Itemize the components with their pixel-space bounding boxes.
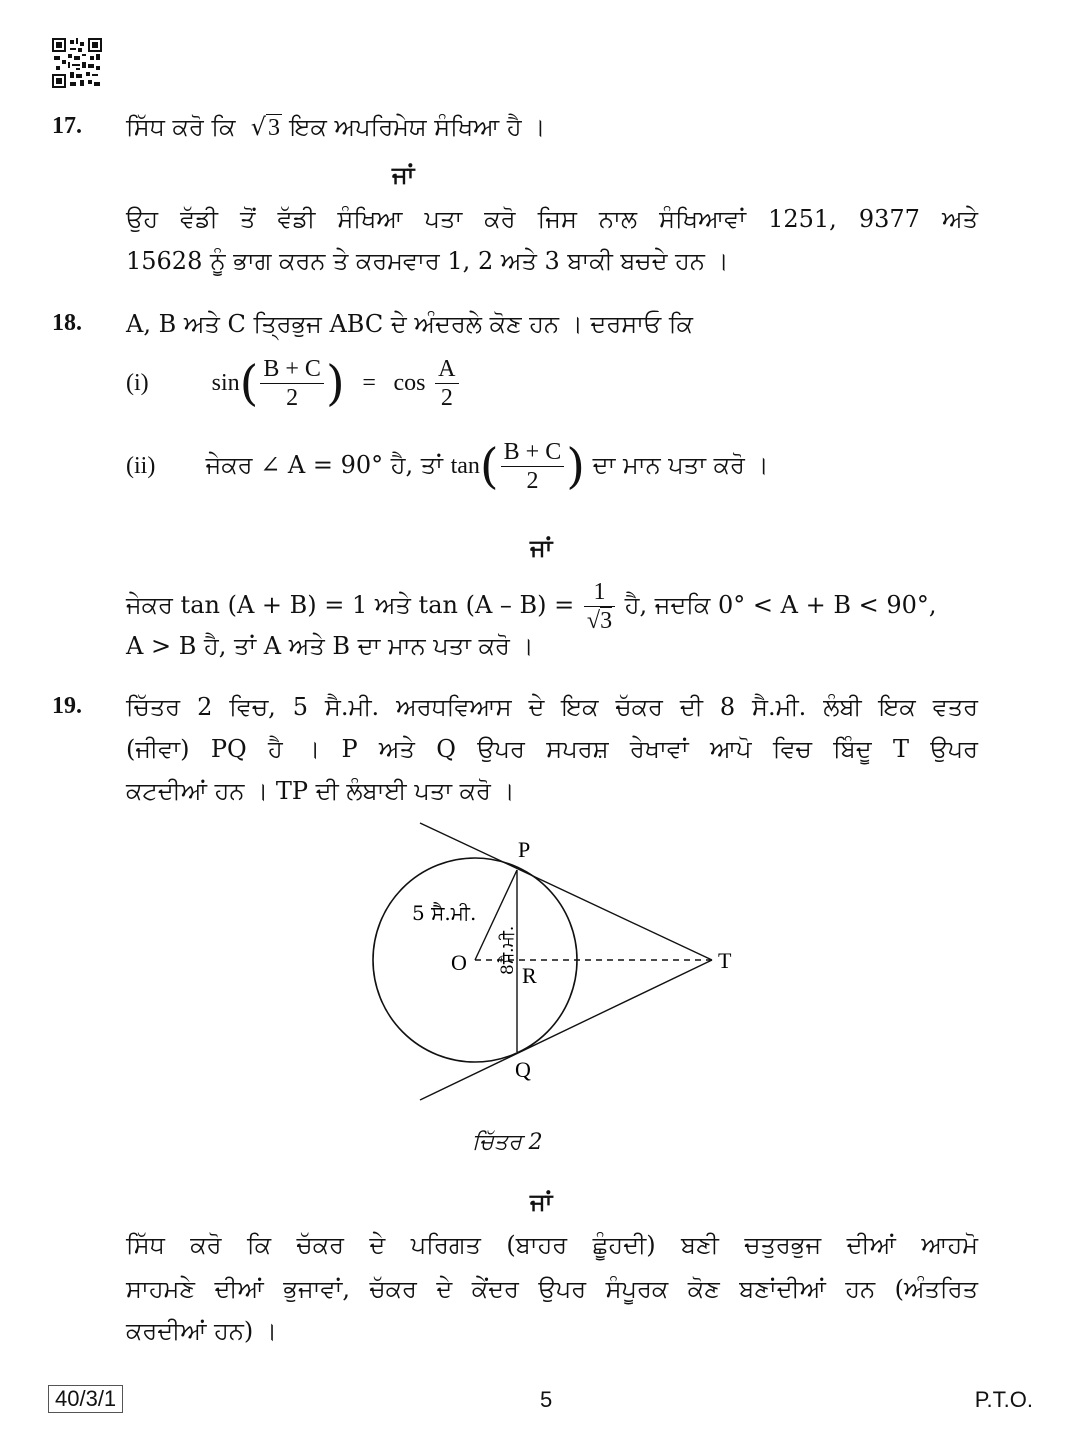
fraction-b-plus-c-over-2 — [260, 355, 324, 412]
q17-alt-line-1: ਉਹ ਵੱਡੀ ਤੋਂ ਵੱਡੀ ਸੰਖਿਆ ਪਤਾ ਕਰੋ ਜਿਸ ਨਾਲ ਸੰਖਿਆਵਾਂ 1251, 9377 ਅਤੇ — [126, 205, 978, 233]
or-divider-18: ਜਾਂ — [530, 533, 553, 562]
q18-part-i — [126, 355, 461, 412]
label-o: O — [451, 950, 467, 975]
fraction-denominator: 2 — [286, 385, 299, 411]
q17-statement — [126, 113, 545, 142]
figure-circle-tangents — [360, 815, 760, 1115]
q19-alt-line-2: ਸਾਹਮਣੇ ਦੀਆਂ ਭੁਜਾਵਾਂ, ਚੱਕਰ ਦੇ ਕੇਂਦਰ ਉਪਰ ਸੰਪੂਰਕ ਕੋਣ ਬਣਾਂਦੀਆਂ ਹਨ (ਅੰਤਰਿਤ — [126, 1275, 978, 1303]
q17-text-a: ਸਿੱਧ ਕਰੋ ਕਿ — [126, 113, 236, 141]
right-paren: ) — [566, 438, 585, 495]
q17-alt-line-2: 15628 ਨੂੰ ਭਾਗ ਕਰਨ ਤੇ ਕਰਮਵਾਰ 1, 2 ਅਤੇ 3 ਬਾਕੀ ਬਚਦੇ ਹਨ । — [126, 247, 729, 275]
right-paren: ) — [325, 355, 345, 412]
tangent-line-q — [420, 960, 712, 1100]
alt-denominator: √3 — [586, 608, 613, 634]
q18-intro: A, B ਅਤੇ C ਤ੍ਰਿਭੁਜ ABC ਦੇ ਅੰਦਰਲੇ ਕੋਣ ਹਨ । ਦਰਸਾਓ ਕਿ — [126, 310, 693, 338]
q19-alt-line-3: ਕਰਦੀਆਂ ਹਨ) । — [126, 1317, 278, 1345]
fraction-numerator: B + C — [501, 438, 565, 467]
label-t: T — [718, 948, 732, 973]
tangent-line-p — [420, 823, 712, 960]
alt-numerator: 1 — [584, 578, 615, 607]
part-ii-label: (ii) — [126, 453, 156, 479]
alt-text-a: ਜੇਕਰ tan (A + B) = 1 ਅਤੇ tan (A – B) = — [126, 591, 575, 619]
q19-line-2: (ਜੀਵਾ) PQ ਹੈ । P ਅਤੇ Q ਉਪਰ ਸਪਰਸ਼ ਰੇਖਾਵਾਂ ਆਪੋ ਵਿਚ ਬਿੰਦੂ T ਉਪਰ — [126, 735, 978, 763]
q18-alt-line-1 — [126, 578, 937, 635]
cos-numerator: A — [435, 355, 458, 384]
question-number-18: 18. — [52, 310, 82, 336]
figure-caption: ਚਿੱਤਰ 2 — [472, 1130, 543, 1155]
part-i-label: (i) — [126, 370, 149, 396]
cos-denominator: 2 — [440, 385, 453, 411]
question-number-17: 17. — [52, 113, 82, 139]
fraction-numerator: B + C — [260, 355, 324, 384]
fraction-1-over-root-3 — [584, 578, 615, 635]
page-number: 5 — [540, 1387, 553, 1412]
equals-sign: = — [362, 370, 376, 396]
sin-function: sin — [211, 370, 240, 396]
fraction-b-plus-c-over-2 — [501, 438, 565, 495]
part-ii-text-a: ਜੇਕਰ ∠ A = 90° ਹੈ, ਤਾਂ — [205, 451, 443, 479]
part-ii-text-b: ਦਾ ਮਾਨ ਪਤਾ ਕਰੋ । — [592, 451, 769, 479]
label-r: R — [522, 963, 537, 988]
label-p: P — [518, 837, 531, 862]
qr-code-icon — [52, 38, 102, 88]
q19-line-3: ਕਟਦੀਆਂ ਹਨ । TP ਦੀ ਲੰਬਾਈ ਪਤਾ ਕਰੋ । — [126, 777, 515, 805]
q17-text-b: ਇਕ ਅਪਰਿਮੇਯ ਸੰਖਿਆ ਹੈ । — [289, 113, 546, 141]
sqrt-expression: √3 — [243, 113, 280, 141]
q18-part-ii — [126, 438, 769, 495]
or-divider-19: ਜਾਂ — [530, 1187, 553, 1216]
q19-line-1: ਚਿੱਤਰ 2 ਵਿਚ, 5 ਸੈ.ਮੀ. ਅਰਧਵਿਆਸ ਦੇ ਇਕ ਚੱਕਰ ਦੀ 8 ਸੈ.ਮੀ. ਲੰਬੀ ਇਕ ਵਤਰ — [126, 693, 978, 721]
please-turn-over: P.T.O. — [974, 1387, 1033, 1412]
fraction-denominator: 2 — [526, 468, 539, 494]
paper-code: 40/3/1 — [48, 1385, 123, 1413]
tan-function: tan — [450, 453, 480, 479]
question-number-19: 19. — [52, 693, 82, 719]
left-paren: ( — [239, 355, 259, 412]
label-q: Q — [515, 1057, 531, 1082]
q19-alt-line-1: ਸਿੱਧ ਕਰੋ ਕਿ ਚੱਕਰ ਦੇ ਪਰਿਗਤ (ਬਾਹਰ ਛੂੰਹਦੀ) ਬਣੀ ਚਤੁਰਭੁਜ ਦੀਆਂ ਆਹਮੋ — [126, 1231, 978, 1259]
cos-function: cos — [393, 370, 426, 396]
alt-text-b: ਹੈ, ਜਦਕਿ 0° < A + B < 90°, — [624, 591, 937, 619]
sqrt-value: 3 — [268, 115, 280, 141]
q18-alt-line-2: A > B ਹੈ, ਤਾਂ A ਅਤੇ B ਦਾ ਮਾਨ ਪਤਾ ਕਰੋ । — [126, 632, 534, 660]
left-paren: ( — [479, 438, 499, 495]
chord-label: 8ਸੈ.ਮੀ. — [498, 925, 518, 975]
alt-denominator-value: 3 — [600, 608, 613, 634]
radius-label: 5 ਸੈ.ਮੀ. — [412, 901, 477, 925]
fraction-a-over-2 — [435, 355, 458, 412]
or-divider-17: ਜਾਂ — [392, 160, 415, 189]
